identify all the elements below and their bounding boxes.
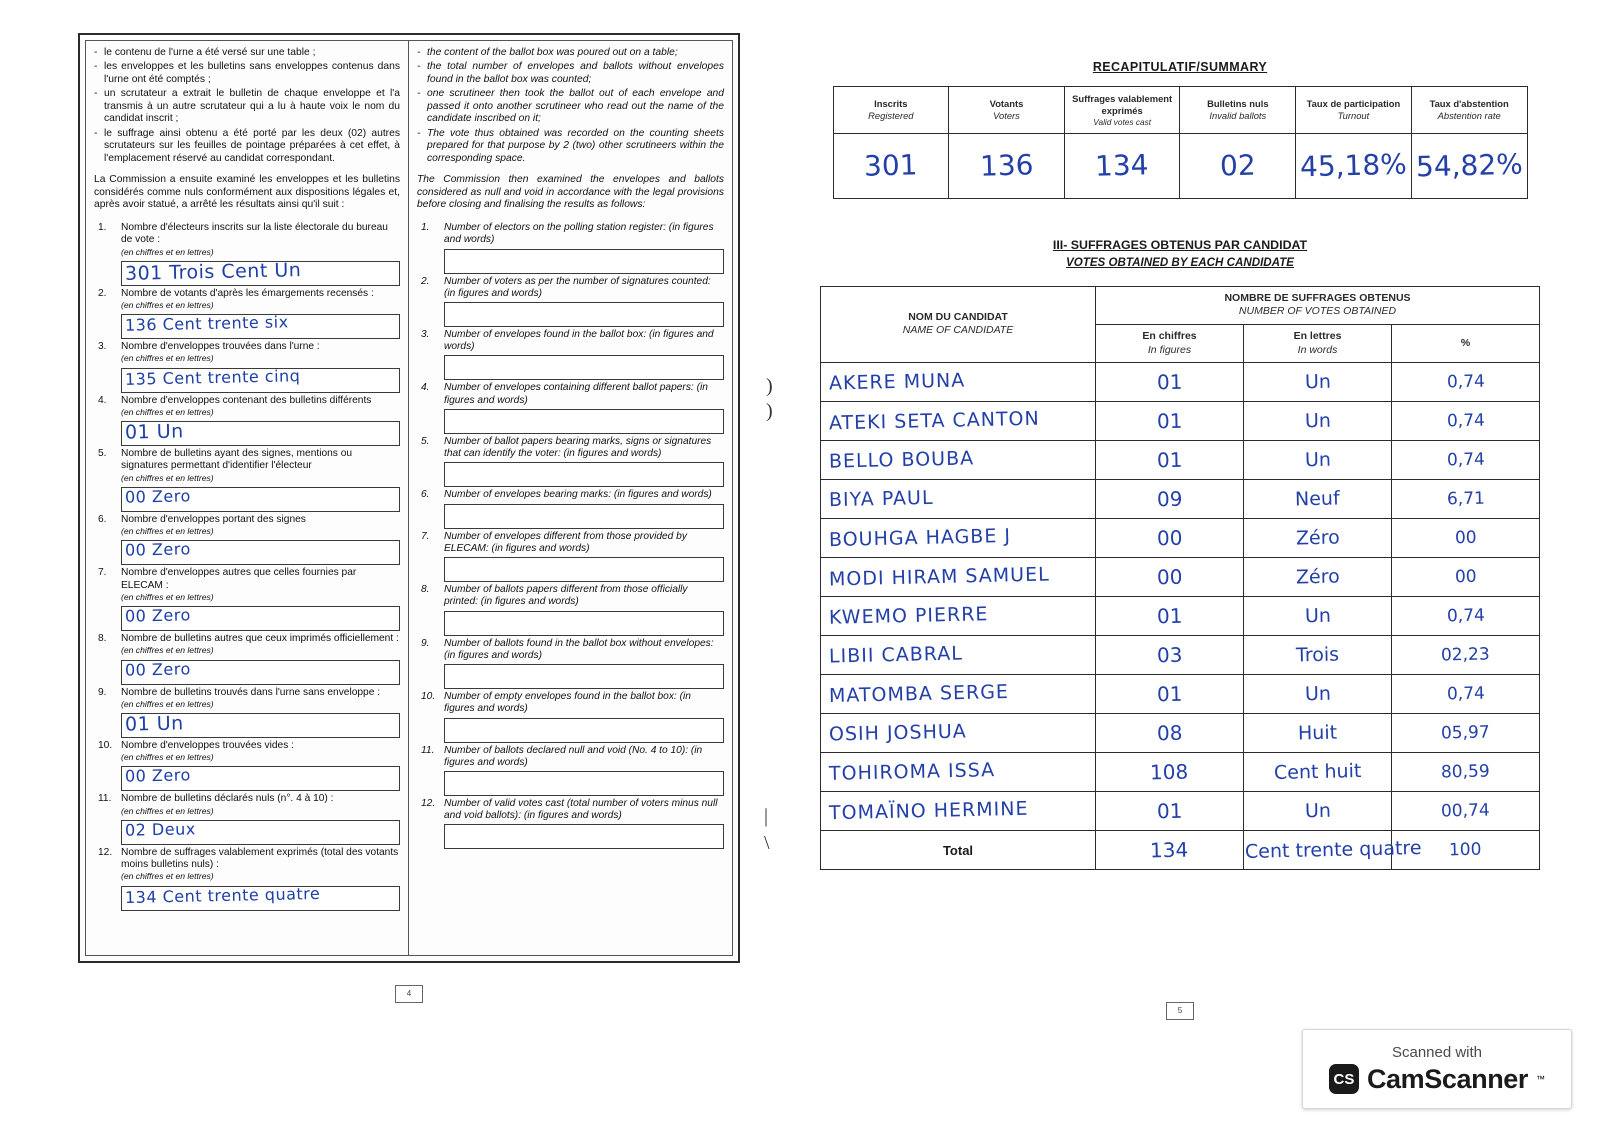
candidate-words-cell[interactable] [1244,402,1392,441]
col-figures-fr: En chiffres [1142,329,1197,342]
candidate-table-header-row-1 [821,286,1540,324]
candidate-name-text: ATEKI SETA CANTON [828,407,1040,435]
table-row [821,792,1540,831]
candidate-figures-cell[interactable] [1096,363,1244,402]
candidate-percent-cell[interactable] [1392,480,1540,519]
answer-field-en-1[interactable] [444,249,724,274]
form-item-en-11-label: Number of ballots declared null and void (No. 4 to 10): (in figures and words) [444,744,703,768]
table-row [821,753,1540,792]
form-item-8-label: Nombre de bulletins autres que ceux imprimés officiellement : [121,633,399,645]
form-item-en-8 [417,584,724,635]
form-item-12 [94,847,400,911]
answer-handwriting-7: 00 Zero [124,605,191,626]
form-item-en-12-label: Number of valid votes cast (total number of voters minus null and void ballots): (in figures and words) [444,797,718,822]
recap-value-voters-text: 136 [979,148,1034,184]
candidate-name-cell [821,558,1096,597]
col-candidate-name-fr: NOM DU CANDIDAT [908,310,1008,323]
form-item-9-label: Nombre de bulletins trouvés dans l'urne sans enveloppe : [121,686,381,698]
english-numbered-items [417,222,724,849]
answer-field-en-3[interactable] [444,355,724,380]
answer-field-4[interactable] [121,421,400,446]
candidate-words-text: Un [1304,682,1331,706]
candidate-figures-cell[interactable] [1096,753,1244,792]
col-votes-group [1096,286,1540,324]
table-row [821,519,1540,558]
candidate-figures-text: 00 [1156,525,1183,551]
candidate-figures-text: 00 [1156,564,1183,590]
form-item-5-label: Nombre de bulletins ayant des signes, mentions ou signatures permettant d'identifier l'électeur [121,448,353,472]
candidate-words-text: Zéro [1295,565,1340,589]
candidate-figures-text: 09 [1156,486,1183,512]
answer-field-2[interactable] [121,314,400,339]
candidate-words-text: Zéro [1295,526,1340,550]
recap-col-voters-fr: Votants [989,98,1024,110]
answer-field-en-10[interactable] [444,718,724,743]
candidate-percent-text: 0,74 [1446,410,1485,432]
form-item-en-1-label: Number of electors on the polling station register: (in figures and words) [444,222,714,246]
candidate-votes-table [820,286,1540,871]
answer-field-5[interactable] [121,487,400,512]
answer-handwriting-1: 301 Trois Cent Un [124,258,302,285]
candidate-words-text: Huit [1297,721,1338,745]
answer-field-10[interactable] [121,766,400,791]
recap-col-abstention-fr: Taux d'abstention [1429,98,1509,110]
col-words-fr: En lettres [1293,329,1342,342]
candidate-name-text: KWEMO PIERRE [828,603,989,630]
form-item-en-4 [417,382,724,433]
candidate-name-cell [821,597,1096,636]
candidate-name-cell [821,753,1096,792]
answer-handwriting-9: 01 Un [124,712,184,736]
form-item-en-7-label: Number of envelopes different from those provided by ELECAM: (in figures and words) [444,530,687,554]
form-item-1-label: Nombre d'électeurs inscrits sur la liste électorale du bureau de vote : [121,222,388,246]
answer-field-en-2[interactable] [444,302,724,327]
answer-handwriting-6: 00 Zero [124,539,191,561]
candidate-words-cell[interactable] [1244,597,1392,636]
form-item-4-note: (en chiffres et en lettres) [121,406,214,417]
table-row [821,363,1540,402]
answer-handwriting-5: 00 Zero [124,486,191,507]
recap-col-valid-sub: Valid votes cast [1093,116,1152,127]
form-item-3-note: (en chiffres et en lettres) [121,353,214,364]
answer-field-en-8[interactable] [444,611,724,636]
form-item-en-2 [417,276,724,327]
candidate-figures-cell[interactable] [1096,519,1244,558]
form-item-7-note: (en chiffres et en lettres) [121,591,214,602]
table-row [821,558,1540,597]
total-words-text: Cent trente quatre [1244,837,1422,864]
form-item-en-3 [417,329,724,380]
form-item-en-5-label: Number of ballot papers bearing marks, signs or signatures that can identify the voter: (in figures and words) [444,435,712,460]
candidate-words-text: Un [1304,370,1331,394]
gutter-mark-second: ) [766,400,773,422]
candidate-words-cell[interactable] [1244,441,1392,480]
candidate-percent-cell[interactable] [1392,675,1540,714]
candidates-title-en: VOTES OBTAINED BY EACH CANDIDATE [1065,255,1295,269]
recap-col-registered-fr: Inscrits [874,98,908,110]
answer-field-en-9[interactable] [444,664,724,689]
form-item-2-note: (en chiffres et en lettres) [121,299,214,310]
form-item-en-10 [417,691,724,742]
candidate-percent-text: 00,74 [1440,800,1491,822]
left-page-number: 4 [395,985,423,1003]
form-item-2-label: Nombre de votants d'après les émargements recensés : [121,287,374,299]
answer-field-1[interactable] [121,258,400,286]
answer-field-en-5[interactable] [444,462,724,487]
candidate-words-text: Neuf [1294,487,1341,511]
candidate-name-text: MODI HIRAM SAMUEL [828,563,1050,591]
form-item-6-note: (en chiffres et en lettres) [121,526,214,537]
recap-value-valid[interactable] [1064,133,1180,198]
form-item-11 [94,793,400,844]
candidate-figures-text: 03 [1156,642,1183,668]
english-column [409,41,732,955]
form-item-7 [94,567,400,631]
candidate-words-cell[interactable] [1244,792,1392,831]
form-item-en-9 [417,638,724,689]
answer-field-en-6[interactable] [444,504,724,529]
recap-col-invalid-fr: Bulletins nuls [1207,98,1269,110]
form-item-8-note: (en chiffres et en lettres) [121,645,214,656]
form-item-en-7 [417,531,724,582]
form-item-4 [94,395,400,446]
candidate-percent-cell[interactable] [1392,753,1540,792]
right-page-number: 5 [1166,1002,1194,1020]
left-document-sheet [78,33,740,998]
candidate-name-cell [821,714,1096,753]
answer-field-7[interactable] [121,606,400,631]
candidate-figures-cell[interactable] [1096,402,1244,441]
candidate-name-text: TOMAÏNO HERMINE [828,797,1029,825]
answer-field-en-11[interactable] [444,771,724,796]
answer-field-en-12[interactable] [444,824,724,849]
candidate-percent-text: 02,23 [1440,644,1491,666]
gutter-mark-third: | [764,805,769,827]
candidate-words-cell[interactable] [1244,675,1392,714]
table-row [821,714,1540,753]
candidate-percent-text: 6,71 [1446,488,1485,510]
answer-field-8[interactable] [121,660,400,685]
form-item-5 [94,448,400,512]
recap-value-registered[interactable] [833,133,949,198]
col-votes-group-fr: NOMBRE DE SUFFRAGES OBTENUS [1224,291,1411,304]
recap-value-turnout[interactable] [1296,133,1412,198]
answer-field-6[interactable] [121,540,400,565]
recap-header-row [833,87,1527,134]
form-item-10-note: (en chiffres et en lettres) [121,752,214,763]
form-item-5-note: (en chiffres et en lettres) [121,472,214,483]
col-votes-group-en: NUMBER OF VOTES OBTAINED [1238,305,1397,318]
candidate-name-cell [821,675,1096,714]
candidate-words-cell[interactable] [1244,480,1392,519]
table-row [821,675,1540,714]
answer-handwriting-2: 136 Cent trente six [124,312,289,335]
candidate-words-text: Trois [1295,643,1340,667]
candidate-figures-cell[interactable] [1096,636,1244,675]
recap-value-row [833,133,1527,198]
recap-col-abstention [1411,87,1527,134]
candidate-percent-text: 80,59 [1440,761,1491,783]
left-sheet-inner-border [85,40,733,956]
candidate-name-cell [821,519,1096,558]
candidate-name-cell [821,636,1096,675]
form-item-8 [94,633,400,684]
french-bullet-list [94,47,400,165]
candidate-percent-cell[interactable] [1392,363,1540,402]
candidate-figures-text: 01 [1156,447,1183,473]
candidate-figures-cell[interactable] [1096,480,1244,519]
col-candidate-name [821,286,1096,363]
candidate-figures-cell[interactable] [1096,597,1244,636]
form-item-1 [94,222,400,286]
candidate-percent-cell[interactable] [1392,636,1540,675]
recap-title: RECAPITULATIF/SUMMARY [1092,60,1268,74]
candidate-percent-cell[interactable] [1392,558,1540,597]
recap-value-turnout-text: 45,18% [1299,147,1408,184]
candidate-words-cell[interactable] [1244,753,1392,792]
candidates-section-title [800,237,1560,272]
form-item-en-5 [417,436,724,487]
candidate-figures-text: 01 [1156,798,1183,824]
answer-handwriting-3: 135 Cent trente cinq [124,365,301,389]
form-item-3-label: Nombre d'enveloppes trouvées dans l'urne : [121,341,320,353]
form-item-12-note: (en chiffres et en lettres) [121,871,214,882]
recap-value-registered-text: 301 [863,148,918,184]
form-item-en-8-label: Number of ballots papers different from those officially printed: (in figures and words) [444,584,688,608]
candidate-percent-text: 00 [1454,566,1477,588]
candidate-figures-text: 01 [1156,681,1183,707]
recap-col-registered-en: Registered [868,109,914,121]
answer-handwriting-8: 00 Zero [124,658,191,680]
form-item-7-label: Nombre d'enveloppes autres que celles fournies par ELECAM : [121,567,357,591]
candidate-percent-text: 0,74 [1446,605,1485,627]
col-percent [1392,324,1540,362]
list-item: - the total number of envelopes and ballots without envelopes found in the ballot box was counted; [417,61,724,86]
candidate-percent-cell[interactable] [1392,441,1540,480]
form-item-9-note: (en chiffres et en lettres) [121,698,214,709]
recap-value-invalid-text: 02 [1219,148,1257,183]
candidate-words-text: Un [1304,799,1331,823]
list-item: - the content of the ballot box was poured out on a table; [417,47,724,59]
table-row [821,597,1540,636]
form-item-en-10-label: Number of empty envelopes found in the ballot box: (in figures and words) [444,691,691,715]
candidate-name-text: OSIH JOSHUA [828,720,967,746]
recap-col-valid [1064,87,1180,134]
candidate-figures-text: 108 [1150,759,1189,785]
col-words-en: In words [1297,343,1338,356]
right-document-sheet [800,60,1560,1015]
candidate-name-cell [821,363,1096,402]
form-item-4-label: Nombre d'enveloppes contenant des bulletins différents [121,394,372,406]
recap-value-voters[interactable] [949,133,1065,198]
candidate-words-cell[interactable] [1244,714,1392,753]
candidates-title-fr: III- SUFFRAGES OBTENUS PAR CANDIDAT [1052,237,1308,252]
recap-value-abstention[interactable] [1411,133,1527,198]
total-row [821,831,1540,870]
form-item-11-note: (en chiffres et en lettres) [121,805,214,816]
candidate-words-cell[interactable] [1244,636,1392,675]
watermark-brand-row [1329,1064,1545,1095]
candidate-percent-text: 0,74 [1446,449,1485,471]
candidate-figures-cell[interactable] [1096,558,1244,597]
table-row [821,402,1540,441]
recap-col-valid-fr: Suffrages valablement exprimés [1072,93,1173,116]
form-item-en-3-label: Number of envelopes found in the ballot box: (in figures and words) [444,328,714,353]
col-percent-label: % [1460,336,1471,349]
candidate-name-text: MATOMBA SERGE [828,681,1010,708]
form-item-6-label: Nombre d'enveloppes portant des signes [121,513,306,525]
list-item: - le contenu de l'urne a été versé sur une table ; [94,47,400,59]
table-row [821,441,1540,480]
candidate-words-text: Un [1304,409,1331,433]
recap-col-turnout [1296,87,1412,134]
form-item-en-6 [417,489,724,528]
answer-handwriting-11: 02 Deux [124,819,196,840]
form-item-en-9-label: Number of ballots found in the ballot box without envelopes: (in figures and words) [444,637,714,661]
french-paragraph: La Commission a ensuite examiné les enveloppes et les bulletins considérés comme nuls conformément aux dispositions légales et, après avoir statué, a arrêté les résultats ainsi qu'il suit : [94,174,400,211]
candidate-figures-cell[interactable] [1096,792,1244,831]
french-numbered-items [94,222,400,911]
answer-handwriting-12: 134 Cent trente quatre [124,883,321,907]
list-item: - one scrutineer then took the ballot out of each envelope and passed it onto another scrutineer who read out the name of the candidate inscribed on it; [417,88,724,125]
form-item-en-2-label: Number of voters as per the number of signatures counted: (in figures and words) [444,275,711,299]
candidate-words-text: Un [1304,604,1331,628]
camscanner-watermark [1302,1029,1572,1109]
recap-col-voters [949,87,1065,134]
candidate-name-text: LIBII CABRAL [828,642,964,668]
candidate-percent-cell[interactable] [1392,597,1540,636]
list-item: - le suffrage ainsi obtenu a été porté par les deux (02) autres scrutateurs sur les feuilles de pointage préparées à cet effet, à l'emplacement réservé au candidat correspondant. [94,128,400,165]
recap-value-invalid[interactable] [1180,133,1296,198]
watermark-top-text: Scanned with [1391,1043,1483,1061]
french-column [86,41,409,955]
form-item-en-6-label: Number of envelopes bearing marks: (in figures and words) [444,489,712,501]
recap-col-invalid [1180,87,1296,134]
form-item-en-11 [417,745,724,796]
watermark-brand-name: CamScanner [1366,1063,1529,1094]
total-percent-text: 100 [1449,839,1482,861]
candidate-percent-text: 05,97 [1440,722,1491,744]
recap-col-registered [833,87,949,134]
camscanner-logo-icon: CS [1329,1064,1359,1094]
form-item-en-4-label: Number of envelopes containing different ballot papers: (in figures and words) [444,382,708,406]
answer-field-en-4[interactable] [444,409,724,434]
answer-field-3[interactable] [121,365,400,393]
col-figures [1096,324,1244,362]
candidate-percent-text: 00 [1454,527,1477,549]
candidate-percent-cell[interactable] [1392,714,1540,753]
candidate-words-cell[interactable] [1244,558,1392,597]
candidate-figures-text: 01 [1156,603,1183,629]
total-label: Total [821,831,1096,870]
candidate-name-text: BIYA PAUL [828,487,934,512]
recap-table [833,86,1528,199]
candidate-percent-cell[interactable] [1392,519,1540,558]
form-item-11-label: Nombre de bulletins déclarés nuls (n°. 4 à 10) : [121,793,334,805]
form-item-3 [94,341,400,392]
recap-col-turnout-en: Turnout [1337,109,1370,121]
candidate-name-cell [821,792,1096,831]
recap-col-turnout-fr: Taux de participation [1306,98,1401,110]
recap-col-voters-en: Voters [993,109,1020,121]
candidate-figures-text: 01 [1156,369,1183,395]
list-item: - The vote thus obtained was recorded on the counting sheets prepared for that purpose by 2 (two) other scrutineers within the corresponding space. [417,128,724,165]
answer-field-11[interactable] [121,820,400,845]
gutter-mark-top: ) [766,375,773,397]
col-figures-en: In figures [1147,343,1192,356]
candidate-figures-text: 08 [1156,720,1183,746]
form-item-en-12 [417,798,724,849]
form-item-9 [94,687,400,738]
form-item-12-label: Nombre de suffrages valablement exprimés (total des votants moins bulletins nuls) : [121,846,399,871]
recap-value-valid-text: 134 [1094,148,1150,184]
candidate-figures-text: 01 [1156,408,1183,434]
english-bullet-list [417,47,724,165]
candidate-name-cell [821,480,1096,519]
answer-field-12[interactable] [121,883,400,911]
candidate-figures-cell[interactable] [1096,714,1244,753]
total-figures-cell[interactable] [1096,831,1244,870]
recap-value-abstention-text: 54,82% [1415,147,1523,184]
table-row [821,480,1540,519]
candidate-name-text: TOHIROMA ISSA [828,759,996,786]
total-figures-text: 134 [1150,837,1189,863]
col-words [1244,324,1392,362]
candidate-name-cell [821,402,1096,441]
candidate-percent-cell[interactable] [1392,402,1540,441]
gutter-mark-fourth: \ [764,832,770,854]
candidate-words-text: Un [1304,448,1331,472]
candidate-figures-cell[interactable] [1096,441,1244,480]
form-item-10 [94,740,400,791]
candidate-name-text: AKERE MUNA [828,369,966,395]
candidate-name-text: BELLO BOUBA [828,447,975,473]
english-paragraph: The Commission then examined the envelopes and ballots considered as null and void in accordance with the legal provisions before closing and finalising the results as follows: [417,174,724,211]
total-words-cell[interactable] [1244,831,1422,870]
list-item: - un scrutateur a extrait le bulletin de chaque enveloppe et l'a transmis à un autre scrutateur qui a lu à haute voix le nom du candidat inscrit ; [94,88,400,125]
table-row [821,636,1540,675]
candidate-words-cell[interactable] [1244,363,1392,402]
candidate-name-cell [821,441,1096,480]
candidate-percent-text: 0,74 [1446,371,1485,393]
candidate-percent-cell[interactable] [1392,792,1540,831]
recap-col-abstention-en: Abstention rate [1437,109,1501,121]
form-item-6 [94,514,400,565]
candidate-percent-text: 0,74 [1446,683,1485,705]
form-item-en-1 [417,222,724,273]
answer-field-9[interactable] [121,713,400,738]
col-candidate-name-en: NAME OF CANDIDATE [902,324,1014,337]
candidate-figures-cell[interactable] [1096,675,1244,714]
answer-handwriting-4: 01 Un [124,420,184,444]
candidate-name-text: BOUHGA HAGBE J [828,525,1012,552]
candidate-words-cell[interactable] [1244,519,1392,558]
watermark-trademark: ™ [1536,1074,1546,1084]
form-item-2 [94,288,400,339]
form-item-1-note: (en chiffres et en lettres) [121,246,214,257]
answer-handwriting-10: 00 Zero [124,765,191,787]
candidate-words-text: Cent huit [1273,760,1362,785]
list-item: - les enveloppes et les bulletins sans enveloppes contenus dans l'urne ont été comptés ; [94,61,400,86]
form-item-10-label: Nombre d'enveloppes trouvées vides : [121,739,294,751]
recap-col-invalid-en: Invalid ballots [1209,109,1267,121]
answer-field-en-7[interactable] [444,557,724,582]
